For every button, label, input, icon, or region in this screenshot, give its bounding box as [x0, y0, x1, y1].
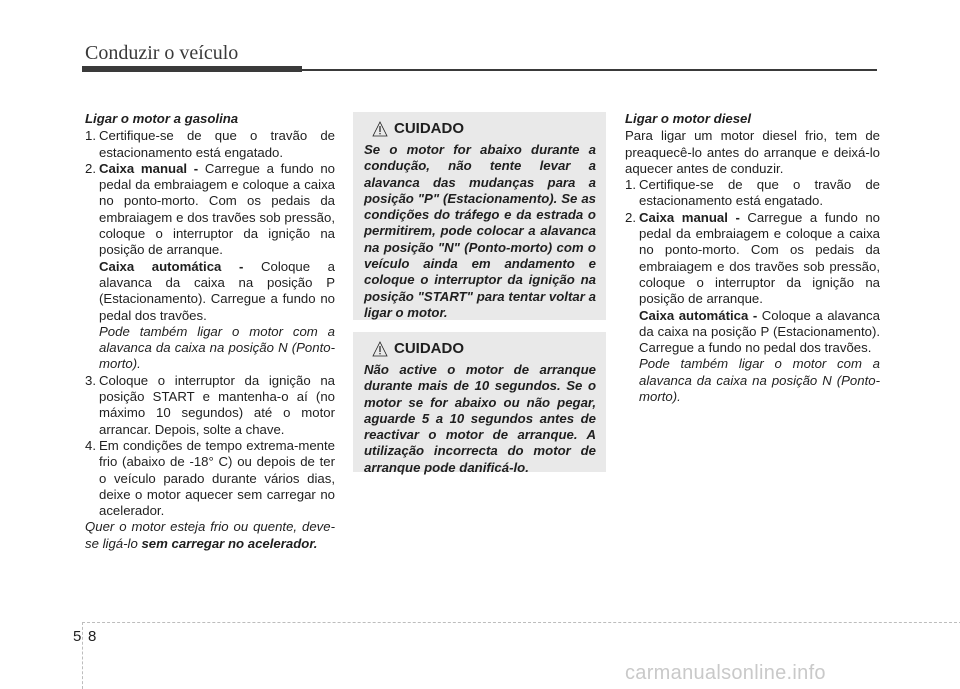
section-number: 5: [73, 628, 82, 645]
footer-vertical-divider: [82, 622, 83, 689]
gasoline-start-section: [85, 111, 335, 552]
intro-paragraph: Para ligar um motor diesel frio, tem de preaquecê-lo antes do arranque e deixá-lo aquecer antes de conduzir.: [625, 128, 880, 176]
list-item: 4. Em condições de tempo extrema-mente frio (abaixo de -18° C) ou depois de ter o veículo parado durante vários dias, deixe o motor aquecer sem carregar no acelerador.: [85, 437, 335, 519]
caution-box: [353, 332, 606, 475]
caution-text: Se o motor for abaixo durante a condução, não tente levar a alavanca das mudanças para a posição "P" (Estacionamento). Se as condições do tráfego e da estrada o permitirem, pode colocar a alavanca na posição "N" (Ponto-morto) com o veículo ainda em andamento e coloque o interruptor da ignição na posição "START" para tentar voltar a ligar o motor.: [364, 142, 596, 320]
italic-note: Pode também ligar o motor com a alavanca da caixa na posição N (Ponto-morto).: [639, 356, 880, 405]
automatic-note: Caixa automática - Coloque a alavanca da caixa na posição P (Estacionamento). Carregue a fundo no pedal dos travões.: [99, 258, 335, 323]
caution-text: Não active o motor de arranque durante mais de 10 segundos. Se o motor se for abaixo ou não pegar, aguarde 5 a 10 segundos antes de reactivar o motor de arranque. A utilização incorrecta do motor de arranque pode danificá-lo.: [364, 362, 596, 475]
caution-title: CUIDADO: [372, 120, 596, 137]
section-heading: Ligar o motor diesel: [625, 111, 752, 126]
footer-divider: [82, 622, 960, 623]
page-number: 8: [88, 628, 97, 645]
header-line: [302, 69, 877, 71]
caution-box: [353, 112, 606, 320]
caution-title: CUIDADO: [372, 340, 596, 357]
watermark: carmanualsonline.info: [625, 662, 826, 684]
page-header-title: Conduzir o veículo: [85, 42, 239, 64]
list-item: 3. Coloque o interruptor da ignição na posição START e mantenha-o aí (no máximo 10 segundos) até o motor arrancar. Depois, solte a chave.: [85, 372, 335, 437]
automatic-note: Caixa automática - Coloque a alavanca da caixa na posição P (Estacionamento). Carregue a fundo no pedal dos travões.: [639, 307, 880, 356]
closing-note: Quer o motor esteja frio ou quente, deve-se ligá-lo sem carregar no acelerador.: [85, 519, 335, 551]
list-item: 2. Caixa manual - Carregue a fundo no pedal da embraiagem e coloque a caixa no ponto-morto. Com os pedais da embraiagem e dos travões sob pressão, coloque o interruptor da ignição na posição de arranque.: [85, 160, 335, 258]
list-item: 2. Caixa manual - Carregue a fundo no pedal da embraiagem e coloque a caixa no ponto-morto. Com os pedais da embraiagem e dos travões sob pressão, coloque o interruptor da ignição na posição de arranque.: [625, 209, 880, 307]
list-item: 1. Certifique-se de que o travão de estacionamento está engatado.: [85, 128, 335, 160]
warning-icon: [372, 341, 388, 357]
list-item: 1. Certifique-se de que o travão de estacionamento está engatado.: [625, 177, 880, 209]
italic-note: Pode também ligar o motor com a alavanca da caixa na posição N (Ponto-morto).: [99, 323, 335, 372]
section-heading: Ligar o motor a gasolina: [85, 111, 239, 126]
diesel-start-section: [625, 111, 880, 405]
header-bar: [82, 66, 302, 72]
warning-icon: [372, 121, 388, 137]
